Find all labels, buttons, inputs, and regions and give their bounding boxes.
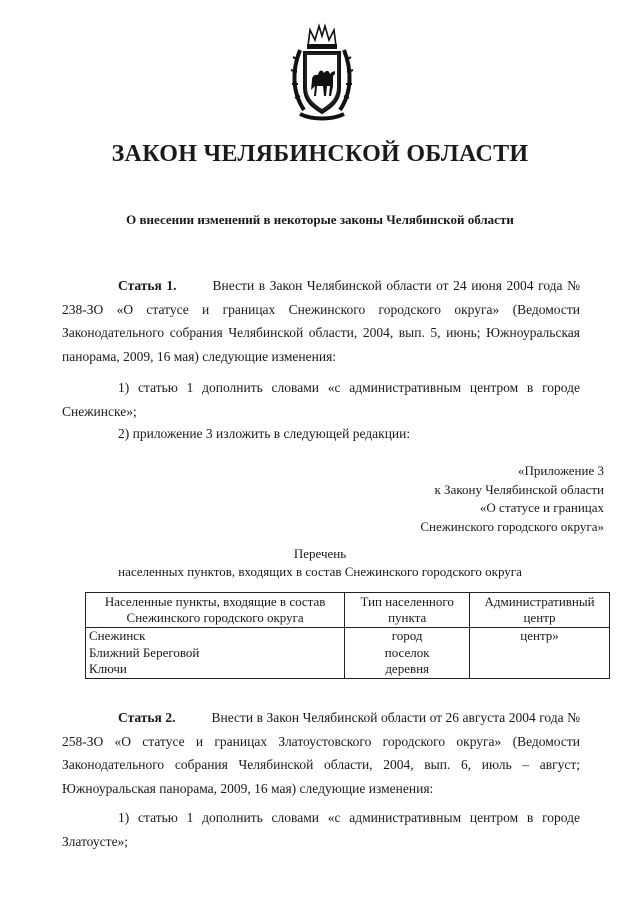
table-row bbox=[86, 628, 610, 645]
column-header-center: Административный центр bbox=[470, 593, 610, 628]
article-1-item-2: 2) приложение 3 изложить в следующей редакции: bbox=[118, 426, 411, 441]
settlement-type: деревня bbox=[345, 661, 470, 678]
settlement-center bbox=[470, 661, 610, 678]
article-2-text: Внести в Закон Челябинской области от 26 августа 2004 года № 258-ЗО «О статусе и границах Златоустовского городского округа» (Ведомости Законодательного собрания Челябинской области, 2004, вып. 6, июль – август; Южноуральская панорама, 2009, 16 мая) следующие изменения: bbox=[62, 710, 581, 796]
settlement-name: Ключи bbox=[86, 661, 345, 678]
column-header-type: Тип населенного пункта bbox=[345, 593, 470, 628]
appendix-line: «Приложение 3 bbox=[517, 463, 604, 478]
article-1-paragraph bbox=[62, 274, 580, 368]
article-1-item-1: 1) статью 1 дополнить словами «с административным центром в городе Снежинске»; bbox=[62, 380, 580, 419]
column-header-name: Населенные пункты, входящие в состав Снежинского городского округа bbox=[86, 593, 345, 628]
table-row bbox=[86, 645, 610, 662]
settlement-center: центр» bbox=[470, 628, 610, 645]
table-row bbox=[86, 661, 610, 678]
appendix-line: «О статусе и границах bbox=[479, 500, 604, 515]
settlements-table bbox=[85, 592, 610, 679]
article-2-item-1: 1) статью 1 дополнить словами «с административным центром в городе Златоусте»; bbox=[62, 810, 580, 849]
article-1-text: Внести в Закон Челябинской области от 24 июня 2004 года № 238-ЗО «О статусе и границах Снежинского городского округа» (Ведомости Законодательного собрания Челябинской области, 2004, вып. 5, июнь; Южноуральская панорама, 2009, 16 мая) следующие изменения: bbox=[62, 278, 580, 364]
settlement-type: поселок bbox=[345, 645, 470, 662]
settlement-name: Ближний Береговой bbox=[86, 645, 345, 662]
article-2-label: Статья 2. bbox=[118, 710, 176, 725]
appendix-line: Снежинского городского округа» bbox=[420, 518, 604, 534]
table-header-row bbox=[86, 593, 610, 628]
settlement-name: Снежинск bbox=[86, 628, 345, 645]
article-2-paragraph bbox=[62, 706, 580, 800]
list-heading: Перечень bbox=[293, 546, 347, 561]
coat-of-arms-emblem bbox=[290, 20, 354, 124]
article-1-label: Статья 1. bbox=[118, 278, 177, 293]
settlement-center bbox=[470, 645, 610, 662]
list-heading-block bbox=[0, 545, 640, 581]
list-subheading: населенных пунктов, входящих в состав Снежинского городского округа bbox=[118, 564, 522, 579]
document-subtitle: О внесении изменений в некоторые законы Челябинской области bbox=[126, 212, 514, 227]
appendix-line: к Закону Челябинской области bbox=[434, 481, 604, 497]
document-title: ЗАКОН ЧЕЛЯБИНСКОЙ ОБЛАСТИ bbox=[111, 141, 529, 167]
appendix-reference bbox=[420, 462, 604, 536]
settlement-type: город bbox=[345, 628, 470, 645]
